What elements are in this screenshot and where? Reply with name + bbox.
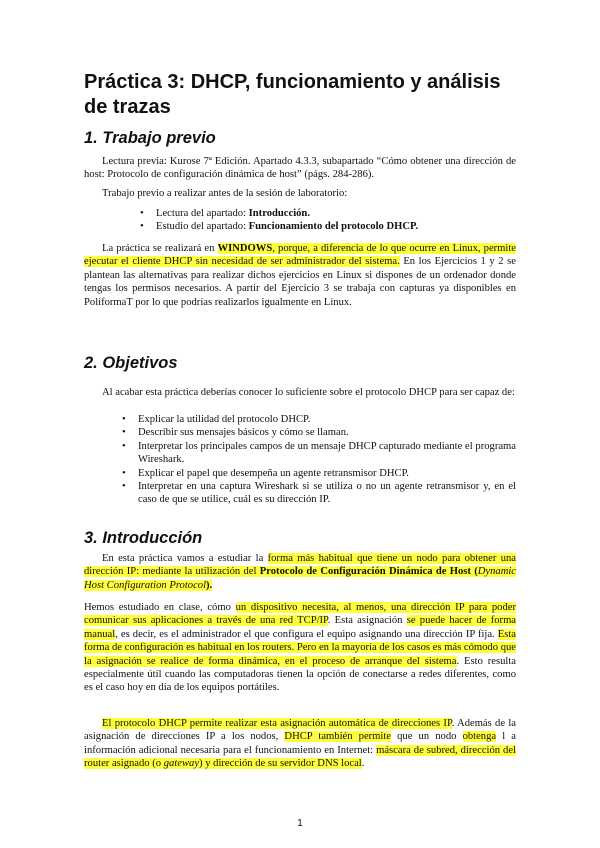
list-item: • Estudio del apartado: Funcionamiento del protocolo DHCP. xyxy=(136,220,516,233)
intro-paragraph-1: En esta práctica vamos a estudiar la forma más habitual que tiene un nodo para obtener una dirección IP: mediante la utilización del Protocolo de Configuración Dinámica de Host (Dynamic Host Configuration Protocol). xyxy=(84,553,517,591)
objectives-list xyxy=(118,413,516,507)
platform-paragraph: La práctica se realizará en WINDOWS, porque, a diferencia de lo que ocurre en Linux, permite ejecutar el cliente DHCP sin necesidad de ser administrador del sistema. En los Ejercicios 1 y 2 se plantean las alternativas para realizar dichos ejercicios en Linux si dispones de un ordenador donde tengas los permisos necesarios. A partir del Ejercicio 3 se trabaja con capturas ya disponibles en PoliformaT por lo que podrías realizarlos igualmente en Linux. xyxy=(84,243,516,308)
previous-work-list xyxy=(136,207,516,234)
page-number: 1 xyxy=(297,818,303,829)
page-title: Práctica 3: DHCP, funcionamiento y análisis de trazas xyxy=(84,71,501,118)
list-item: • Interpretar los principales campos de un mensaje DHCP capturado mediante el programa Wireshark. xyxy=(118,440,516,467)
reading-reference: Lectura previa: Kurose 7ª Edición. Apartado 4.3.3, subapartado “Cómo obtener una dirección de host: Protocolo de configuración dinámica de host” (págs. 284-286). xyxy=(84,156,516,181)
list-item: • Lectura del apartado: Introducción. xyxy=(136,207,516,220)
section-heading-objetivos: 2. Objetivos xyxy=(84,354,178,372)
previous-work-intro: Trabajo previo a realizar antes de la sesión de laboratorio: xyxy=(102,188,348,199)
list-item: • Explicar la utilidad del protocolo DHCP. xyxy=(118,413,516,426)
list-item: • Interpretar en una captura Wireshark si se utiliza o no un agente retransmisor y, en el caso de que se utilice, cuál es su dirección IP. xyxy=(118,480,516,507)
section-heading-trabajo-previo: 1. Trabajo previo xyxy=(84,129,216,147)
intro-paragraph-3: El protocolo DHCP permite realizar esta asignación automática de direcciones IP. Además de la asignación de direcciones IP a los nodos, DHCP también permite que un nodo obtenga l a información adicional necesaria para el funcionamiento en Internet: máscara de subred, dirección del router asignado (o gateway) y dirección de su servidor DNS local. xyxy=(84,718,516,770)
list-item: • Explicar el papel que desempeña un agente retransmisor DHCP. xyxy=(118,467,516,480)
objectives-intro: Al acabar esta práctica deberías conocer lo suficiente sobre el protocolo DHCP para ser capaz de: xyxy=(102,387,515,398)
list-item: • Describir sus mensajes básicos y cómo se llaman. xyxy=(118,426,516,439)
intro-paragraph-2: Hemos estudiado en clase, cómo un dispositivo necesita, al menos, una dirección IP para poder comunicar sus aplicaciones a través de una red TCP/IP. Esta asignación se puede hacer de forma manual, es decir, es el administrador el que configura el equipo asignando una dirección IP fija. Esta forma de configuración es habitual en los routers. Pero en la mayoría de los casos es más cómodo que la asignación se realice de forma dinámica, en el proceso de arranque del sistema. Esto resulta especialmente útil cuando las computadoras tienen la opción de conectarse a redes diferentes, como es el caso hoy en día de los equipos portátiles. xyxy=(84,602,517,694)
section-heading-introduccion: 3. Introducción xyxy=(84,529,203,547)
